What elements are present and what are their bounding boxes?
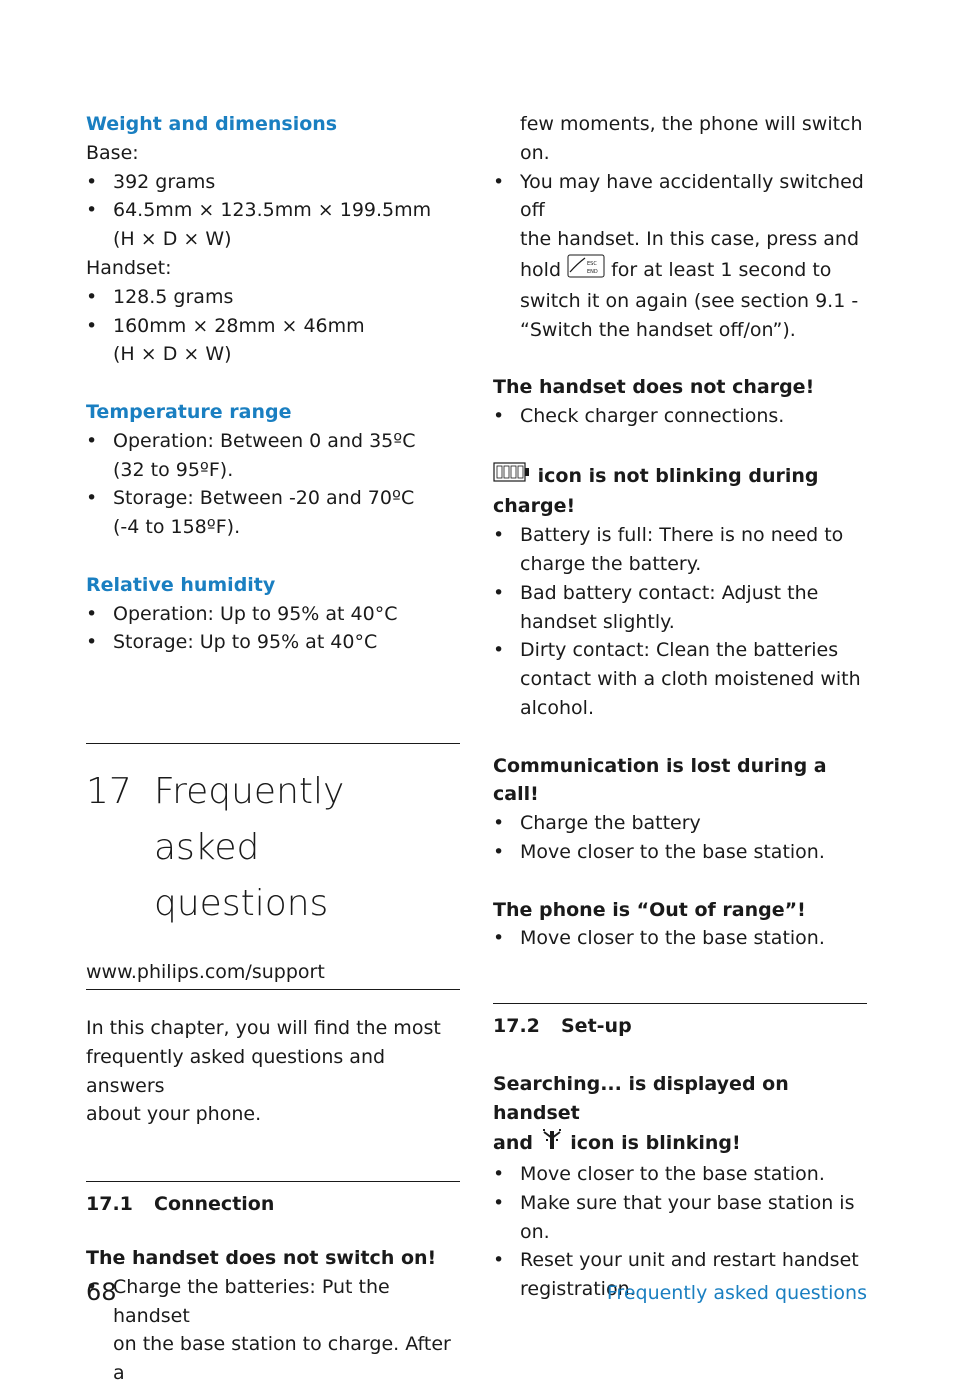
list-item [86,1273,460,1388]
base-label: Base: [86,141,139,164]
list-item-line: Charge the batteries: Put the handset [113,1275,390,1327]
section-number: 17.1 [86,1193,133,1216]
list-item-line: (H × D × W) [113,343,232,366]
intro-line: about your phone. [86,1103,262,1126]
chapter-title-line: questions [154,883,329,925]
list-item-line: Battery is full: There is no need to [520,524,844,547]
list-item-line: (H × D × W) [113,228,232,251]
page-number: 68 [86,1278,117,1306]
answer-list [86,1273,460,1388]
list-item: • Check charger connections. [493,402,867,431]
temperature-heading: Temperature range [86,400,292,423]
intro-line: frequently asked questions and answers [86,1045,386,1097]
handset-label: Handset: [86,256,172,279]
list-item: • Storage: Up to 95% at 40°C [86,628,460,657]
list-item: • 392 grams [86,168,460,197]
running-footer-title: Frequently asked questions [606,1282,867,1304]
end-key-icon [567,254,605,287]
list-item-line: alcohol. [520,696,594,719]
continued-line: on. [520,141,550,164]
question-heading: The phone is “Out of range”! [493,898,806,921]
svg-text:END: END [587,268,598,275]
list-item [493,636,867,722]
chapter-rule [86,743,460,744]
answer-list [493,168,867,345]
section-heading [86,1190,460,1219]
humidity-heading: Relative humidity [86,573,276,596]
list-item [86,312,460,370]
list-item [493,1189,867,1247]
list-item-line: switch it on again (see section 9.1 - [520,289,859,312]
question-heading-text: and [493,1132,533,1155]
question-heading: Communication is lost during a call! [493,754,827,806]
signal-antenna-icon [540,1127,564,1160]
section-heading [493,1012,867,1041]
temperature-list [86,427,460,542]
list-item: • Charge the battery [493,809,867,838]
list-item-line: Make sure that your base station is [520,1191,855,1214]
section-number: 17.2 [493,1015,540,1038]
list-item-line: Bad battery contact: Adjust the [520,581,819,604]
list-item-line: You may have accidentally switched off [520,170,864,222]
chapter-heading [86,764,460,932]
support-url[interactable]: www.philips.com/support [86,961,325,984]
list-item-line: registration. [520,1278,636,1301]
question-heading [493,460,867,522]
list-item-line-post: for at least 1 second to [611,258,832,281]
list-item-line: “Switch the handset off/on”). [520,318,796,341]
intro-line: In this chapter, you will find the most [86,1016,441,1039]
answer-list [493,809,867,867]
chapter-number: 17 [86,771,132,813]
answer-list [493,521,867,723]
list-item-line: contact with a cloth moistened with [520,668,861,691]
list-item: • 128.5 grams [86,283,460,312]
list-item-line: Dirty contact: Clean the batteries [520,639,839,662]
list-item-line: Storage: Between -20 and 70ºC [113,487,415,510]
left-column [86,110,460,1388]
list-item-line: Operation: Between 0 and 35ºC [113,429,416,452]
list-item-line: 64.5mm × 123.5mm × 199.5mm [113,199,432,222]
weight-heading: Weight and dimensions [86,113,338,135]
list-item-line: (32 to 95ºF). [113,458,234,481]
list-item [493,579,867,637]
question-heading [493,1070,867,1160]
list-item: • Operation: Up to 95% at 40°C [86,600,460,629]
question-heading-text: icon is not blinking during [537,464,819,487]
list-item-line: on. [520,1220,550,1243]
list-item-line: charge the battery. [520,552,702,575]
continued-line: few moments, the phone will switch [520,113,863,135]
list-item-line: the handset. In this case, press and [520,228,860,251]
question-heading: The handset does not charge! [493,376,815,399]
list-item [86,196,460,254]
question-heading: The handset does not switch on! [86,1246,437,1269]
list-item-line-pre: hold [520,258,562,281]
list-item: • Move closer to the base station. [493,924,867,953]
list-item-line: handset slightly. [520,610,675,633]
base-list [86,168,460,254]
list-item [86,484,460,542]
list-item [493,521,867,579]
list-item-line: Reset your unit and restart handset [520,1249,859,1272]
list-item: • Move closer to the base station. [493,1160,867,1189]
section-title: Set-up [561,1015,632,1038]
svg-text:ESC: ESC [587,260,597,267]
question-heading-text: charge! [493,495,576,518]
answer-list [493,402,867,431]
list-item-line: on the base station to charge. After a [113,1333,451,1385]
handset-list [86,283,460,369]
answer-list [493,924,867,953]
list-item [86,427,460,485]
battery-icon [493,460,531,493]
section-title: Connection [154,1193,275,1216]
question-heading-text: Searching... is displayed on handset [493,1072,789,1124]
list-item [493,168,867,345]
right-column [493,110,867,1304]
humidity-list [86,600,460,658]
question-heading-text: icon is blinking! [570,1132,741,1155]
list-item: • Move closer to the base station. [493,838,867,867]
list-item-line: 160mm × 28mm × 46mm [113,314,365,337]
list-item-line: (-4 to 158ºF). [113,516,241,539]
chapter-title-line: Frequently asked [154,771,345,869]
